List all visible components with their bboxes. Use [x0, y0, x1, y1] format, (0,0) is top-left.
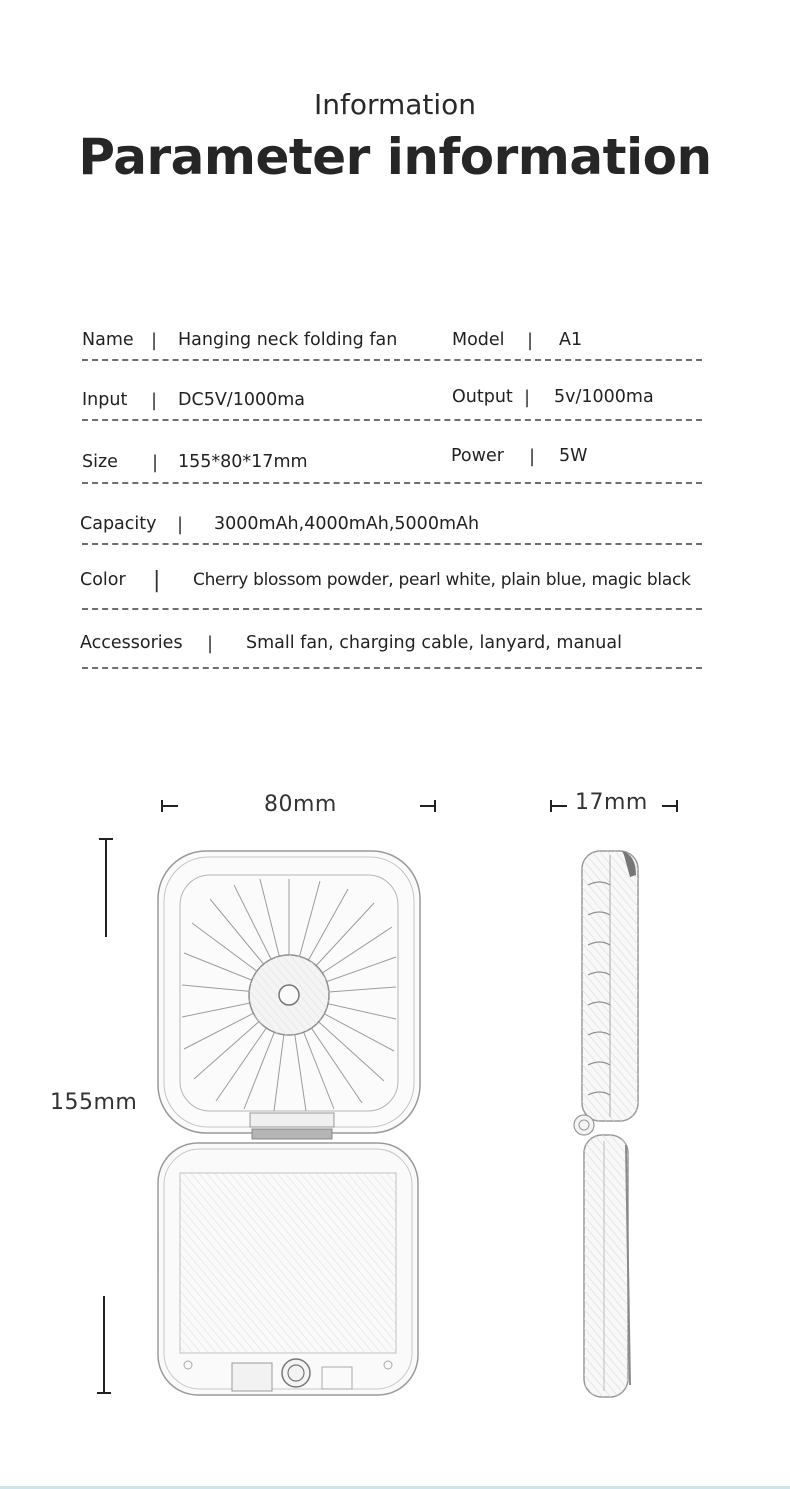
spec-separator: | [207, 633, 214, 654]
spec-label-model: Model [452, 330, 505, 350]
spec-label-accessories: Accessories [80, 633, 183, 653]
spec-label-power: Power [451, 446, 504, 466]
section-subtitle: Information [313, 88, 477, 121]
spec-label-color: Color [80, 570, 126, 590]
spec-value-color: Cherry blossom powder, pearl white, plain blue, magic black [193, 570, 691, 590]
spec-value-name: Hanging neck folding fan [178, 330, 398, 350]
spec-separator: | [527, 330, 534, 351]
dimension-start-tick-icon [160, 798, 180, 814]
spec-label-size: Size [82, 452, 118, 472]
fan-side-view-illustration [570, 845, 650, 1405]
dimension-end-tick-icon [660, 798, 680, 814]
spec-value-output: 5v/1000ma [554, 387, 654, 407]
dimension-start-tick-icon [549, 798, 569, 814]
spec-separator: | [151, 330, 158, 351]
spec-separator: | [524, 387, 531, 408]
dimension-top-bar-icon [96, 836, 116, 940]
spec-label-input: Input [82, 390, 128, 410]
spec-label-output: Output [452, 387, 513, 407]
dimension-width-label: 80mm [264, 792, 337, 817]
spec-separator: | [153, 568, 161, 593]
page-title: Parameter information [78, 128, 712, 186]
spec-value-power: 5W [559, 446, 588, 466]
dimension-end-tick-icon [418, 798, 438, 814]
fan-front-view-illustration [150, 845, 440, 1405]
dimension-thickness-label: 17mm [575, 790, 648, 815]
spec-separator: | [152, 452, 159, 473]
dashed-divider [82, 482, 702, 484]
spec-label-name: Name [82, 330, 134, 350]
spec-value-size: 155*80*17mm [178, 452, 308, 472]
spec-value-capacity: 3000mAh,4000mAh,5000mAh [214, 514, 480, 534]
dashed-divider [82, 359, 702, 361]
dashed-divider [82, 419, 702, 421]
spec-value-input: DC5V/1000ma [178, 390, 306, 410]
spec-label-capacity: Capacity [80, 514, 157, 534]
dimension-height-label: 155mm [50, 1090, 138, 1115]
dimension-bottom-bar-icon [94, 1294, 114, 1396]
spec-value-accessories: Small fan, charging cable, lanyard, manual [246, 633, 622, 653]
dashed-divider [82, 608, 702, 610]
dashed-divider [82, 667, 702, 669]
spec-separator: | [529, 446, 536, 467]
dashed-divider [82, 543, 702, 545]
spec-value-model: A1 [559, 330, 583, 350]
spec-separator: | [177, 514, 184, 535]
spec-separator: | [151, 390, 158, 411]
